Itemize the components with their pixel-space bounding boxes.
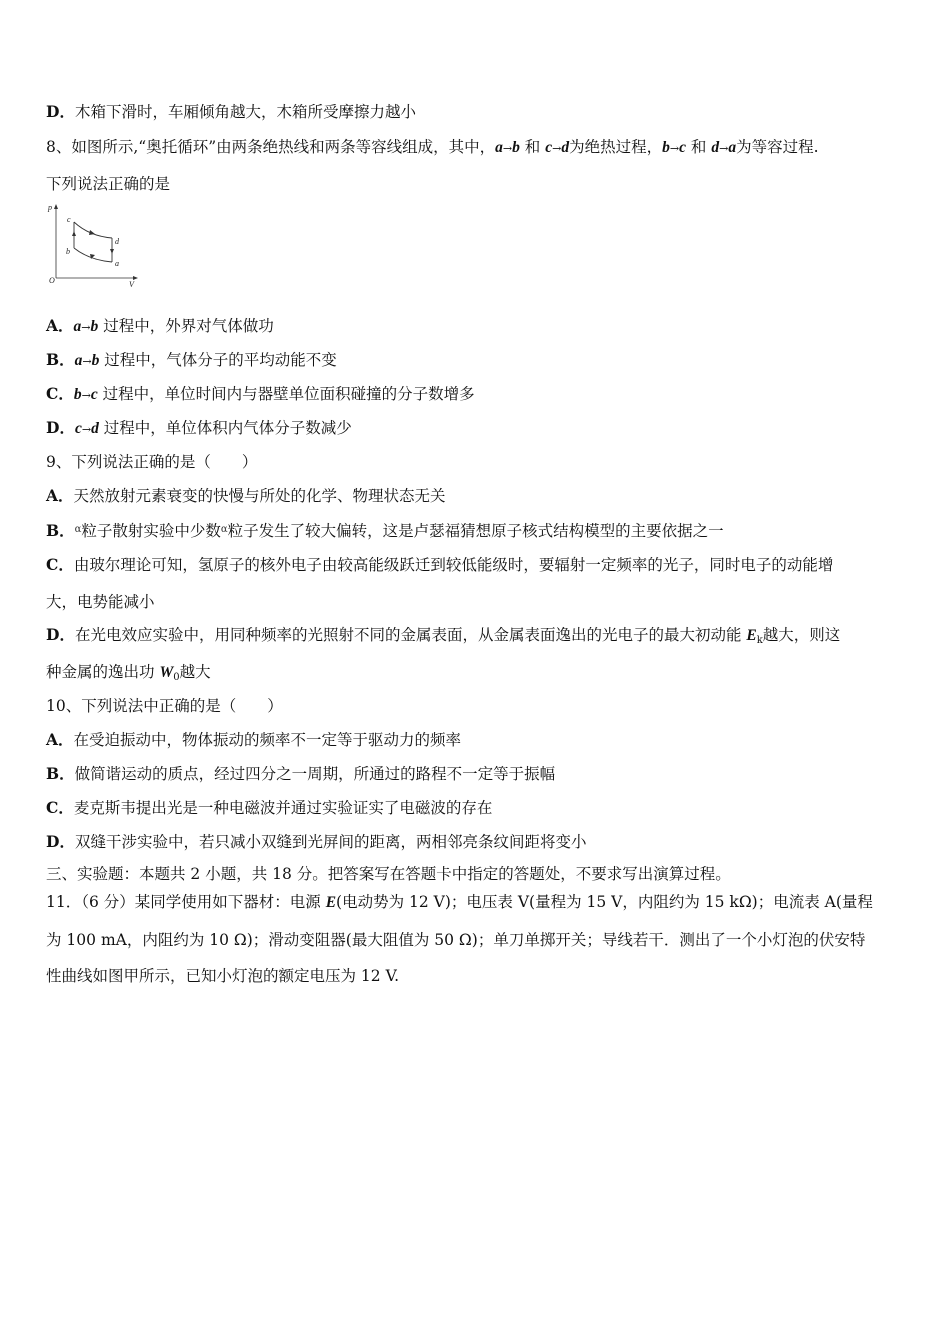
- q11-text: 11．（6 分）某同学使用如下器材：电源: [46, 893, 326, 911]
- emf-symbol: E: [325, 894, 337, 911]
- q9-option-c-line2: [46, 592, 155, 612]
- origin-label: O: [49, 276, 55, 285]
- var-b: b: [73, 386, 82, 403]
- option-text: 双缝干涉实验中，若只减小双缝到光屏间的距离，两相邻亮条纹间距将变小: [74, 833, 587, 851]
- point-d-label: d: [115, 237, 119, 246]
- option-label: B．: [46, 350, 75, 369]
- q8-stem-text: 8、如图所示,“奥托循环”由两条绝热线和两条等容线组成，其中，: [46, 138, 496, 156]
- point-c-label: c: [67, 215, 71, 224]
- v-axis-arrow: [133, 276, 138, 280]
- option-label: D．: [46, 625, 75, 644]
- option-text: 木箱下滑时，车厢倾角越大，木箱所受摩擦力越小: [74, 103, 416, 121]
- ek-symbol: E: [746, 627, 757, 644]
- q11-text: (电动势为 12 V)；电压表 V(量程为 15 V，内阻约为 15 kΩ)；电流表 A(量程: [336, 893, 873, 911]
- w0-subscript: 0: [173, 672, 180, 683]
- section-heading-text: 三、实验题：本题共 2 小题，共 18 分。把答案写在答题卡中指定的答题处，不要求写出演算过程。: [46, 865, 731, 883]
- option-label: A．: [46, 730, 74, 749]
- arrow: →: [719, 142, 729, 155]
- q8-option-b: [46, 350, 337, 372]
- section-3-heading: [46, 864, 731, 884]
- var-a: a: [73, 318, 82, 335]
- q11-text: 性曲线如图甲所示，已知小灯泡的额定电压为 12 V.: [46, 967, 399, 985]
- q8-option-a: [46, 316, 274, 338]
- q9-option-d-line2: [46, 662, 211, 688]
- option-label: A．: [46, 486, 74, 505]
- option-text: 种金属的逸出功: [46, 663, 160, 681]
- arrow: →: [82, 355, 92, 368]
- var-c: c: [545, 139, 553, 156]
- var-a: a: [495, 139, 503, 156]
- q8-stem-line1: [46, 137, 819, 159]
- axis-v-label: V: [129, 280, 134, 289]
- q10-option-d: [46, 832, 586, 852]
- arrow-da: [110, 249, 114, 254]
- conj: 和: [690, 138, 707, 156]
- point-b-label: b: [66, 247, 70, 256]
- alpha-symbol: α: [74, 524, 82, 535]
- q11-line2: [46, 930, 865, 950]
- axis-p-label: p: [48, 203, 52, 212]
- var-c: c: [90, 386, 98, 403]
- alpha-symbol: α: [220, 524, 228, 535]
- q9-stem: [46, 452, 257, 472]
- curve-cd: [74, 222, 112, 238]
- option-text: 过程中，气体分子的平均动能不变: [104, 351, 337, 369]
- arrow: →: [552, 142, 562, 155]
- ek-subscript: k: [756, 635, 763, 646]
- arrow-bc: [72, 231, 76, 236]
- option-text: 在光电效应实验中，用同种频率的光照射不同的金属表面，从金属表面逸出的光电子的最大初动能: [74, 626, 747, 644]
- option-text: 粒子发生了较大偏转，这是卢瑟福猜想原子核式结构模型的主要依据之一: [227, 522, 724, 540]
- q9-option-d-line1: [46, 625, 840, 651]
- var-d: d: [91, 420, 99, 437]
- option-label: B．: [46, 764, 75, 783]
- q8-stem-tail: 下列说法正确的是: [46, 175, 171, 193]
- arrow: →: [502, 142, 513, 155]
- option-text: 麦克斯韦提出光是一种电磁波并通过实验证实了电磁波的存在: [73, 799, 493, 817]
- q8-option-c: [46, 384, 475, 406]
- q9-option-a: [46, 486, 446, 506]
- var-c: c: [679, 139, 686, 156]
- q10-option-b: [46, 764, 555, 784]
- option-text: 由玻尔理论可知，氢原子的核外电子由较高能级跃迁到较低能级时，要辐射一定频率的光子，同时电子的动能增: [73, 556, 834, 574]
- isochoric-text: 为等容过程.: [736, 138, 819, 156]
- q9-option-b: [46, 520, 724, 541]
- var-b: b: [512, 139, 520, 156]
- otto-cycle-figure: [44, 200, 144, 290]
- arrow: →: [81, 389, 91, 402]
- var-b: b: [91, 352, 100, 369]
- arrow: →: [669, 142, 680, 155]
- option-label: D．: [46, 832, 75, 851]
- option-text: 过程中，单位时间内与器壁单位面积碰撞的分子数增多: [102, 385, 475, 403]
- option-text: 大，电势能减小: [46, 593, 155, 611]
- option-text: 过程中，外界对气体做功: [103, 317, 274, 335]
- conj: 和: [524, 138, 541, 156]
- q9-option-c-line1: [46, 555, 833, 575]
- point-a-label: a: [115, 259, 119, 268]
- var-b: b: [662, 139, 670, 156]
- var-a: a: [728, 139, 737, 156]
- q10-stem-text: 10、下列说法中正确的是（ ）: [46, 697, 283, 715]
- option-text: 做简谐运动的质点，经过四分之一周期，所通过的路程不一定等于振幅: [74, 765, 556, 783]
- option-label: C．: [46, 798, 74, 817]
- q11-text: 为 100 mA，内阻约为 10 Ω)；滑动变阻器(最大阻值为 50 Ω)；单刀单掷开关；导线若干．测出了一个小灯泡的伏安特: [46, 931, 866, 949]
- option-text: 过程中，单位体积内气体分子数减少: [103, 419, 352, 437]
- q8-stem-line2: [46, 174, 170, 194]
- arrow: →: [81, 423, 92, 436]
- option-text: 越大: [179, 663, 211, 681]
- option-label: C．: [46, 555, 74, 574]
- q10-option-c: [46, 798, 492, 818]
- q11-line3: [46, 966, 399, 986]
- p-axis-arrow: [54, 204, 58, 209]
- option-label: C．: [46, 384, 74, 403]
- option-text: 天然放射元素衰变的快慢与所处的化学、物理状态无关: [73, 487, 446, 505]
- option-label: B．: [46, 521, 75, 540]
- option-text: 粒子散射实验中少数: [81, 522, 221, 540]
- var-b: b: [90, 318, 99, 335]
- option-label: D．: [46, 418, 75, 437]
- arrow: →: [81, 321, 91, 334]
- adiabatic-text: 为绝热过程，: [569, 138, 663, 156]
- q10-stem: [46, 696, 283, 716]
- option-text: 在受迫振动中，物体振动的频率不一定等于驱动力的频率: [73, 731, 462, 749]
- option-label: D．: [46, 102, 75, 121]
- var-d: d: [561, 139, 570, 156]
- w0-symbol: W: [159, 664, 174, 681]
- q11-line1: [46, 892, 873, 913]
- option-label: A．: [46, 316, 74, 335]
- q10-option-a: [46, 730, 461, 750]
- var-a: a: [74, 352, 83, 369]
- q8-option-d: [46, 418, 352, 440]
- var-c: c: [74, 420, 82, 437]
- q7-option-d: [46, 102, 416, 122]
- option-text: 越大，则这: [762, 626, 841, 644]
- var-d: d: [711, 139, 720, 156]
- q9-stem-text: 9、下列说法正确的是（ ）: [46, 453, 258, 471]
